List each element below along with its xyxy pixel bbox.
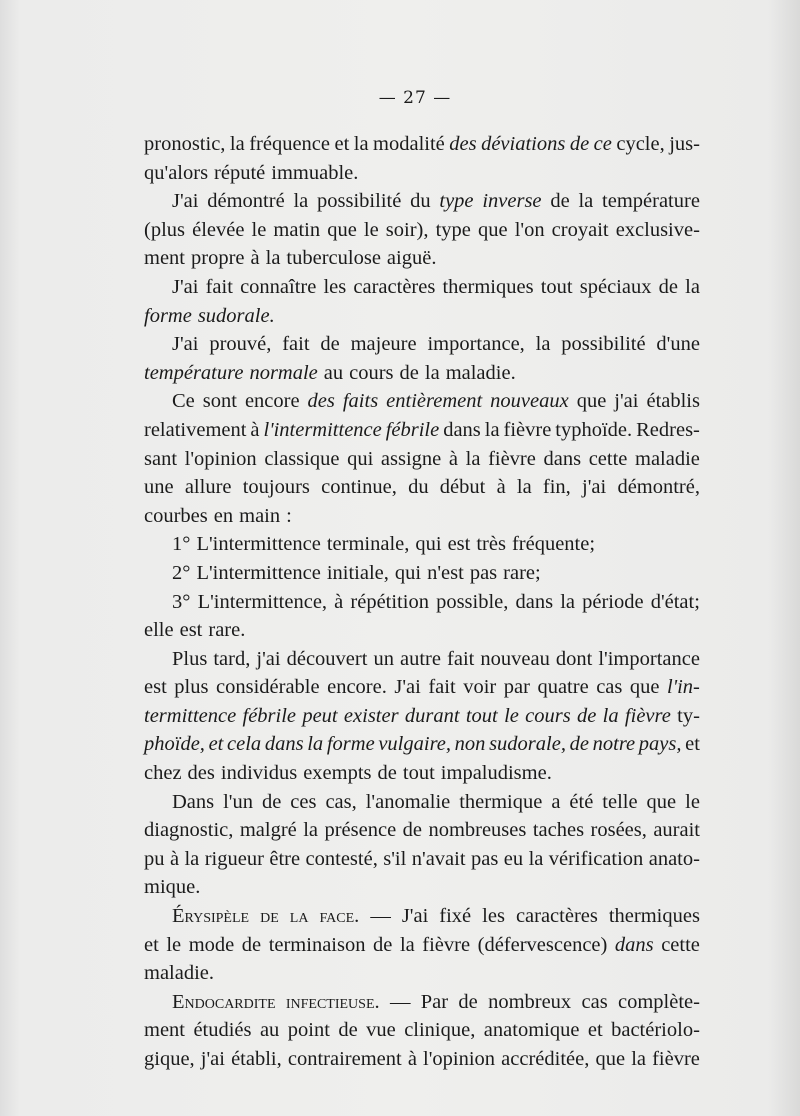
text-line: ment étudiés au point de vue clinique, anatomique et bactériolo- (144, 1019, 700, 1042)
page-number: — 27 — (378, 88, 452, 108)
text-line: (plus élevée le matin que le soir), type que l'on croyait exclusive- (144, 218, 700, 241)
text-line: Plus tard, j'ai découvert un autre fait nouveau dont l'importance (172, 647, 700, 670)
text-line: pu à la rigueur être contesté, s'il n'avait pas eu la vérification anato- (144, 847, 700, 870)
text-line: 2° L'intermittence initiale, qui n'est pas rare; (172, 561, 541, 584)
text-line: 3° L'intermittence, à répétition possible, dans la période d'état; (172, 590, 700, 613)
text-line: Érysipèle de la face. — J'ai fixé les caractères thermiques (172, 905, 700, 928)
text-line: phoïde, et cela dans la forme vulgaire, non sudorale, de notre pays, et (144, 733, 700, 756)
text-line: termittence fébrile peut exister durant tout le cours de la fièvre ty- (144, 704, 700, 727)
text-line: et le mode de terminaison de la fièvre (défervescence) dans cette (144, 933, 700, 956)
text-line: Endocardite infectieuse. — Par de nombreux cas complète- (172, 990, 700, 1013)
text-line: température normale au cours de la maladie. (144, 361, 516, 384)
text-line: sant l'opinion classique qui assigne à la fièvre dans cette maladie (144, 447, 700, 470)
text-line: courbes en main : (144, 504, 292, 527)
text-line: J'ai prouvé, fait de majeure importance, la possibilité d'une (172, 333, 700, 356)
text-line: chez des individus exempts de tout impaludisme. (144, 762, 552, 785)
text-line: est plus considérable encore. J'ai fait voir par quatre cas que l'in- (144, 676, 700, 699)
text-line: pronostic, la fréquence et la modalité des déviations de ce cycle, jus- (144, 133, 700, 155)
text-line: mique. (144, 876, 201, 899)
text-line: gique, j'ai établi, contrairement à l'opinion accréditée, que la fièvre (144, 1048, 700, 1070)
text-line: une allure toujours continue, du début à la fin, j'ai démontré, (144, 476, 700, 499)
text-line: Ce sont encore des faits entièrement nouveaux que j'ai établis (172, 390, 700, 413)
text-line: ment propre à la tuberculose aiguë. (144, 247, 437, 270)
text-line: Dans l'un de ces cas, l'anomalie thermique a été telle que le (172, 790, 700, 813)
text-line: forme sudorale. (144, 304, 275, 327)
text-line: J'ai démontré la possibilité du type inverse de la température (172, 190, 700, 213)
text-line: J'ai fait connaître les caractères thermiques tout spéciaux de la (172, 275, 700, 298)
text-line: diagnostic, malgré la présence de nombreuses taches rosées, aurait (144, 819, 700, 842)
text-line: elle est rare. (144, 619, 246, 642)
text-line: 1° L'intermittence terminale, qui est très fréquente; (172, 533, 596, 556)
body-text (144, 130, 700, 1074)
text-line: relativement à l'intermittence fébrile dans la fièvre typhoïde. Redres- (144, 418, 700, 441)
text-line: maladie. (144, 962, 215, 985)
text-line: qu'alors réputé immuable. (144, 161, 359, 184)
